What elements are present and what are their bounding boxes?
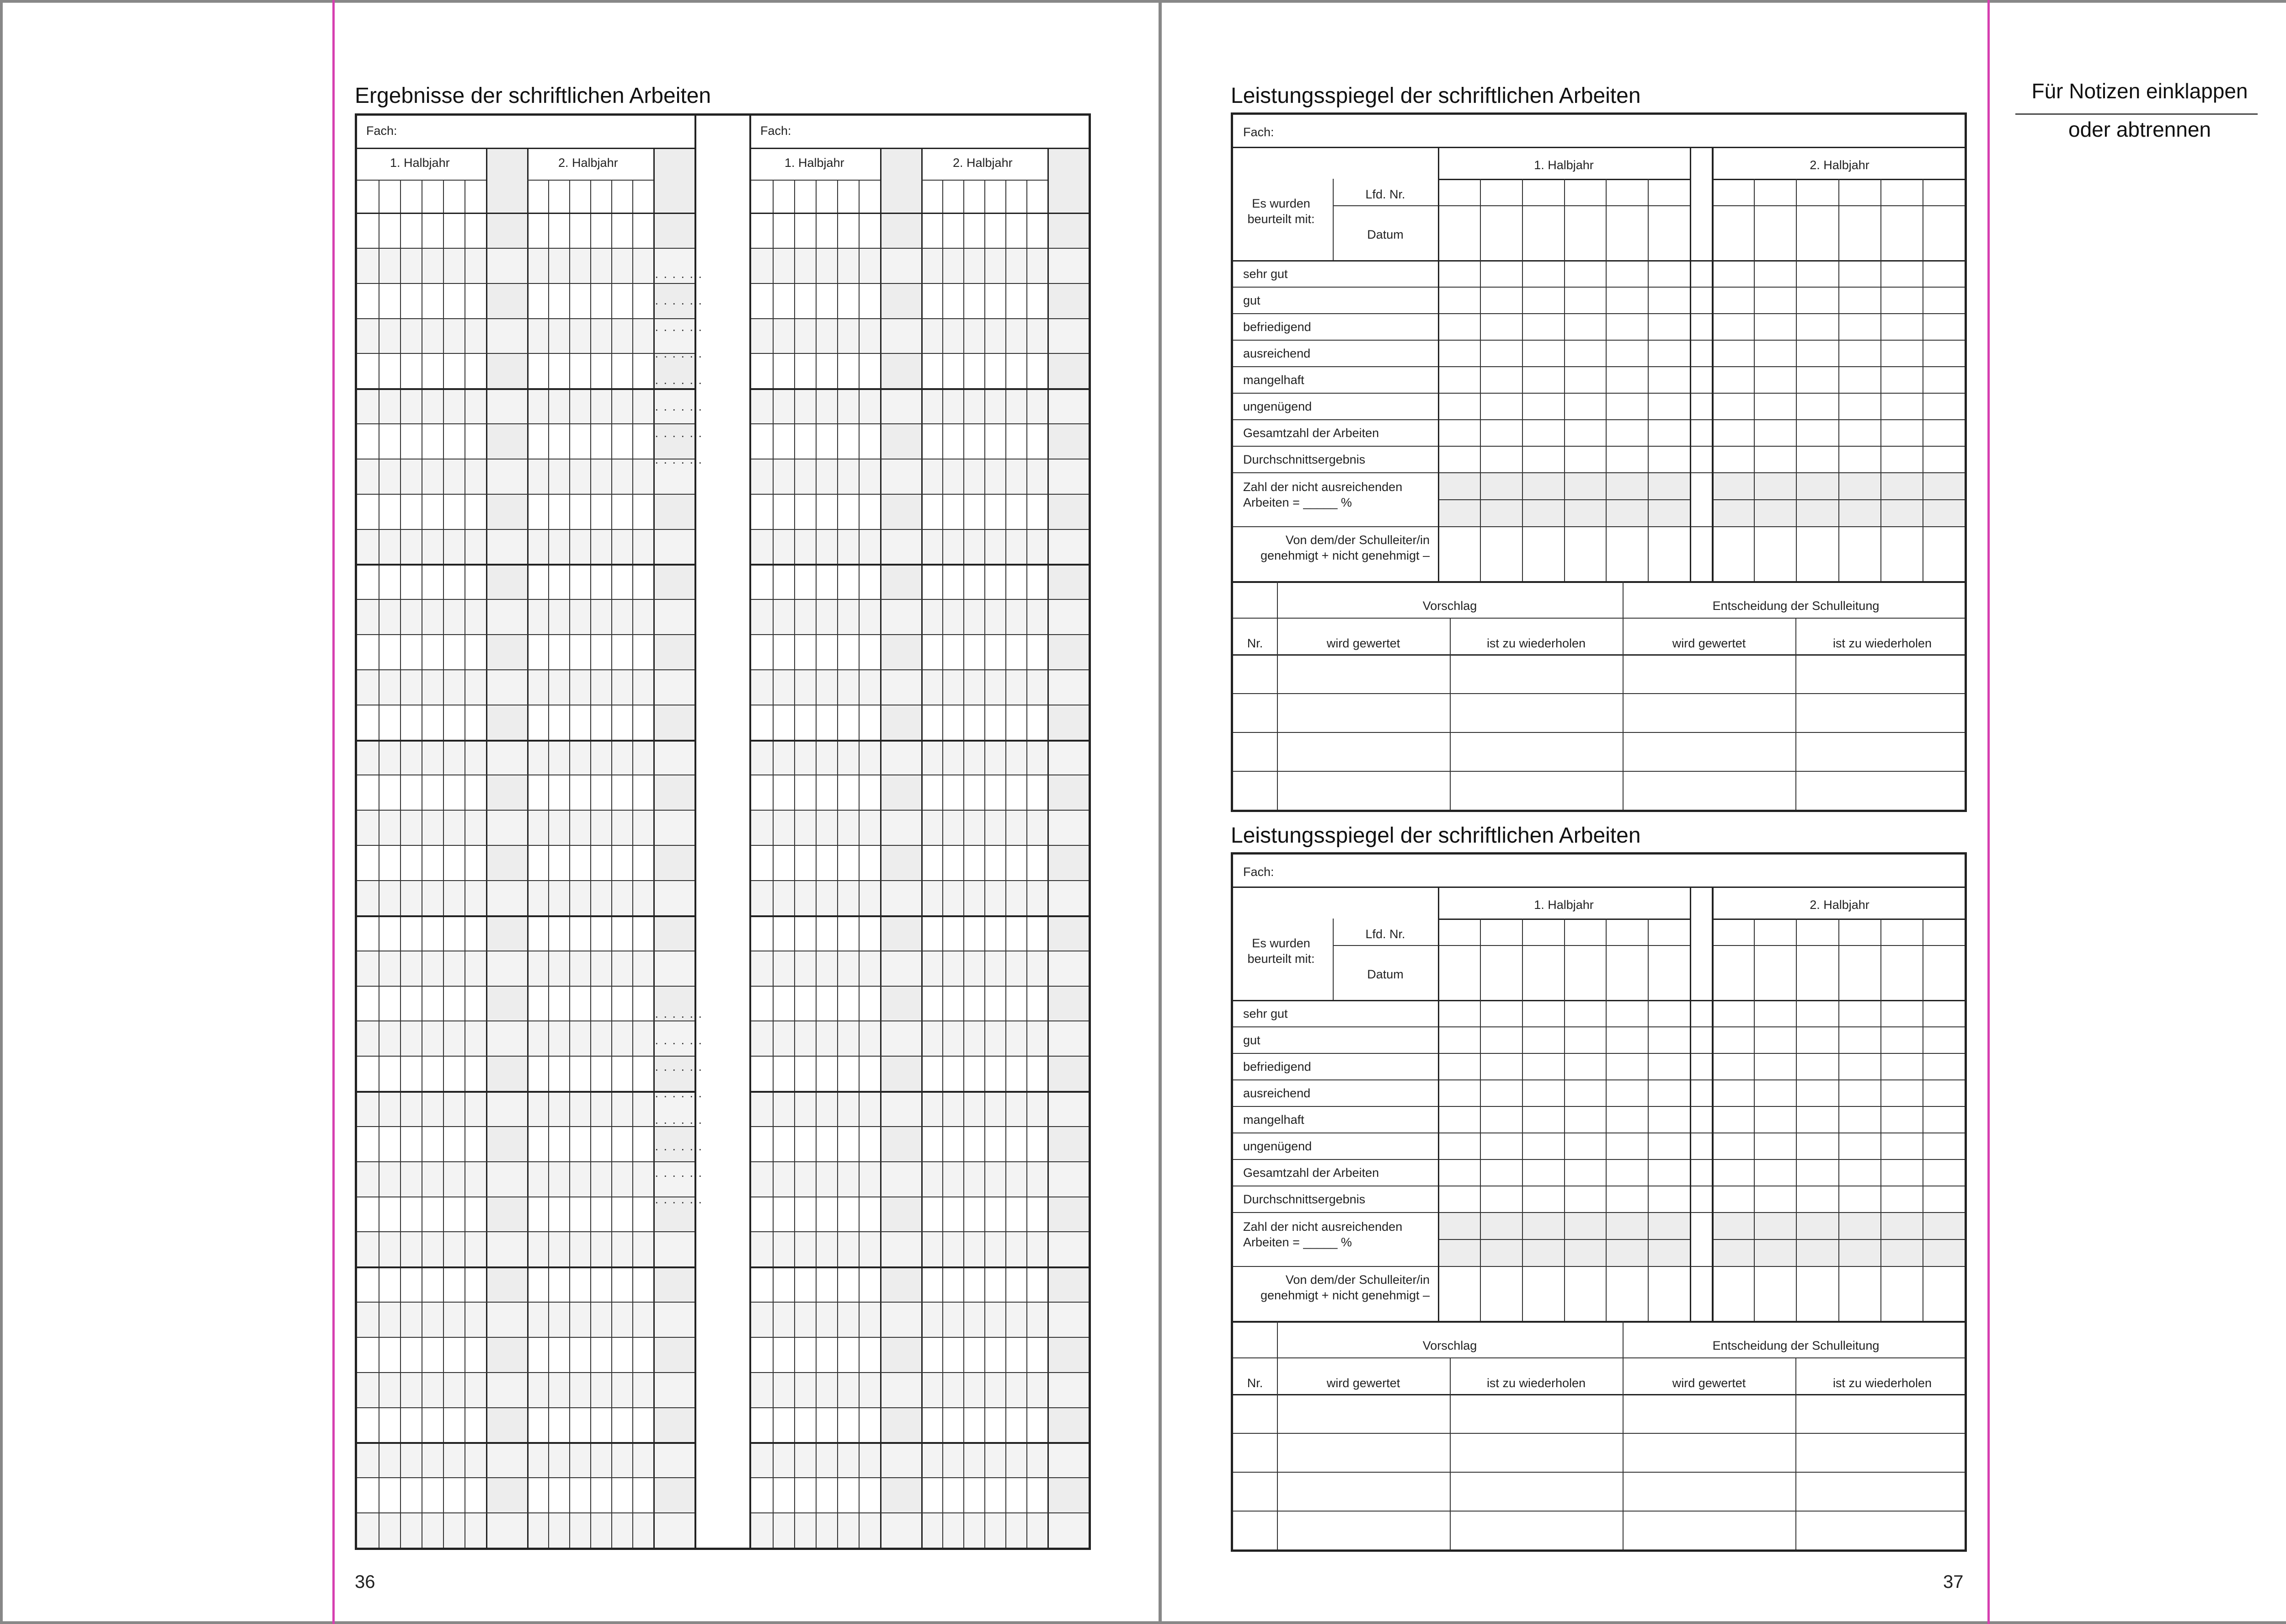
form-line — [1838, 179, 1839, 581]
form-line — [1712, 147, 1714, 581]
grid-col-line — [773, 180, 774, 1548]
grid-row-line — [751, 494, 1089, 495]
header-line — [357, 213, 694, 214]
grid-row-line — [357, 1512, 694, 1513]
shaded-row — [357, 1161, 694, 1197]
shaded-row — [751, 1091, 1089, 1126]
shaded-row — [357, 1091, 694, 1126]
grid-row-line — [357, 423, 694, 424]
form1-beurteilt-label: Es wurden beurteilt mit: — [1247, 197, 1315, 226]
grid-row-line — [751, 599, 1089, 600]
grade-row-leader: . . . . . . — [655, 1086, 703, 1100]
grade-row-leader: . . . . . . — [655, 1166, 703, 1180]
grid-row-line — [751, 915, 1089, 917]
form-line — [1233, 1433, 1965, 1434]
grid-row-line — [357, 529, 694, 530]
grid-row-line — [357, 1056, 694, 1057]
form2-datum-label: Datum — [1367, 967, 1404, 981]
grid-row-line — [357, 599, 694, 600]
form-line — [1233, 1321, 1965, 1323]
grid-row-line — [751, 283, 1089, 284]
leistungsspiegel-form-2 — [655, 852, 1967, 1552]
left-page-title: Ergebnisse der schriftlichen Arbeiten — [355, 84, 711, 108]
header-line — [751, 180, 880, 181]
grid-row-line — [751, 1512, 1089, 1513]
grid-row-line — [357, 248, 694, 249]
grid-row-line — [751, 1056, 1089, 1057]
grid-row-line — [751, 1126, 1089, 1127]
shaded-row — [751, 1231, 1089, 1266]
grid-col-line — [611, 180, 612, 1548]
form-line — [1690, 147, 1691, 581]
shaded-row — [357, 1512, 694, 1548]
form1-vorschlag-gewertet-label: wird gewertet — [1326, 636, 1400, 650]
halbjahr2-label-right: 2. Halbjahr — [953, 156, 1013, 170]
grid-row-line — [357, 1302, 694, 1303]
form-line — [1648, 179, 1649, 581]
form-line — [1233, 366, 1965, 367]
grid-row-line — [357, 915, 694, 917]
grid-row-line — [357, 1020, 694, 1021]
grid-row-line — [751, 1020, 1089, 1021]
grade-row-leader: . . . . . . — [655, 1192, 703, 1206]
form-line — [1233, 1159, 1965, 1160]
form-line — [1233, 581, 1965, 583]
shaded-row — [751, 951, 1089, 986]
notes-fold-line — [1987, 0, 1990, 1624]
grade-row-leader: . . . . . . — [655, 1139, 703, 1153]
shaded-row — [751, 810, 1089, 845]
results-grid-layer — [357, 116, 1089, 1548]
fach-label-left: Fach: — [366, 124, 397, 138]
form-line — [1233, 393, 1965, 394]
form1-vorschlag-label: Vorschlag — [1422, 599, 1477, 613]
form1-schulleiter-label: Von dem/der Schulleiter/in genehmigt + nicht genehmigt – — [1261, 533, 1430, 562]
grid-col-line — [984, 180, 985, 1548]
grid-row-line — [357, 494, 694, 495]
form-line — [1233, 732, 1965, 733]
shaded-row — [751, 1020, 1089, 1056]
grid-row-line — [357, 986, 694, 987]
grade-row-label: befriedigend — [1243, 320, 1311, 334]
form1-vorschlag-wiederholen-label: ist zu wiederholen — [1486, 636, 1586, 650]
form-line — [1233, 1106, 1965, 1107]
form1-entscheidung-label: Entscheidung der Schulleitung — [1712, 599, 1880, 613]
shaded-row — [357, 880, 694, 915]
grid-row-line — [357, 1372, 694, 1373]
grid-row-line — [751, 1302, 1089, 1303]
leistungsspiegel-form-1 — [655, 112, 1967, 812]
grade-row-label: Gesamtzahl der Arbeiten — [1243, 426, 1379, 440]
form-line — [1438, 887, 1439, 1321]
form-line — [1233, 618, 1965, 619]
shaded-row — [751, 248, 1089, 283]
form-line — [1233, 1357, 1965, 1358]
grid-row-line — [751, 564, 1089, 566]
grade-row-leader: . . . . . . — [655, 1033, 703, 1047]
halbjahr1-label-right: 1. Halbjahr — [785, 156, 844, 170]
grade-row-label: mangelhaft — [1243, 373, 1304, 387]
grid-row-line — [751, 845, 1089, 846]
form2-halbjahr1-label: 1. Halbjahr — [1534, 898, 1594, 912]
grid-row-line — [751, 529, 1089, 530]
header-line — [527, 180, 653, 181]
grid-row-line — [357, 318, 694, 319]
grade-row-leader: . . . . . . — [655, 320, 703, 334]
form2-nicht-ausreichend-label: Zahl der nicht ausreichenden Arbeiten = _____ % — [1243, 1220, 1403, 1249]
grid-row-line — [751, 353, 1089, 354]
grade-row-label: ungenügend — [1243, 1139, 1312, 1153]
shaded-row — [357, 740, 694, 775]
form-line — [1606, 919, 1607, 1321]
shaded-row — [357, 459, 694, 494]
shaded-row — [751, 388, 1089, 423]
form2-schulleiter-label: Von dem/der Schulleiter/in genehmigt + nicht genehmigt – — [1261, 1273, 1430, 1302]
form1-entscheidung-wiederholen-label: ist zu wiederholen — [1832, 636, 1932, 650]
grade-row-leader: . . . . . . — [655, 1060, 703, 1074]
shaded-row — [751, 1161, 1089, 1197]
grade-row-label: ausreichend — [1243, 1086, 1311, 1100]
form2-entscheidung-gewertet-label: wird gewertet — [1672, 1376, 1746, 1390]
form1-nicht-ausreichend-label: Zahl der nicht ausreichenden Arbeiten = _____ % — [1243, 480, 1403, 509]
form-line — [1233, 526, 1965, 527]
form-line — [1712, 887, 1714, 1321]
grid-row-line — [357, 1477, 694, 1478]
grade-row-label: ungenügend — [1243, 400, 1312, 413]
form-line — [1277, 581, 1278, 810]
form-line — [1233, 419, 1965, 420]
grid-row-line — [357, 1442, 694, 1444]
form2-halbjahr2-label: 2. Halbjahr — [1810, 898, 1869, 912]
grade-row-leader: . . . . . . — [655, 426, 703, 440]
grid-col-line — [1026, 180, 1027, 1548]
form-line — [1796, 919, 1797, 1321]
form2-entscheidung-label: Entscheidung der Schulleitung — [1712, 1339, 1880, 1352]
halbjahr1-label-left: 1. Halbjahr — [390, 156, 450, 170]
grade-row-label: Durchschnittsergebnis — [1243, 1192, 1366, 1206]
results-grid-sheet — [355, 113, 1091, 1550]
form-line — [1648, 919, 1649, 1321]
grid-row-line — [357, 810, 694, 811]
shaded-row — [751, 1442, 1089, 1477]
grid-row-line — [751, 740, 1089, 742]
grade-row-label: mangelhaft — [1243, 1113, 1304, 1127]
form-line — [1564, 919, 1565, 1321]
form-line — [1880, 919, 1881, 1321]
form-line — [1838, 919, 1839, 1321]
form-line — [1233, 654, 1965, 656]
grid-row-line — [751, 1442, 1089, 1444]
grade-row-label: sehr gut — [1243, 267, 1288, 281]
grid-row-line — [357, 564, 694, 566]
form1-fach-label: Fach: — [1243, 125, 1274, 139]
grid-row-line — [751, 1231, 1089, 1232]
form-line — [1754, 919, 1755, 1321]
grid-col-line — [1005, 180, 1006, 1548]
grid-row-line — [357, 1337, 694, 1338]
form2-vorschlag-wiederholen-label: ist zu wiederholen — [1486, 1376, 1586, 1390]
grid-row-line — [751, 1407, 1089, 1408]
shaded-row — [357, 388, 694, 423]
shaded-row — [357, 1442, 694, 1477]
grid-row-line — [357, 388, 694, 390]
form-line — [1233, 1000, 1965, 1001]
grade-row-leader: . . . . . . — [655, 453, 703, 466]
shaded-row — [357, 669, 694, 705]
grade-row-leader: . . . . . . — [655, 400, 703, 413]
grid-row-line — [357, 845, 694, 846]
form-line — [1233, 887, 1965, 888]
grid-row-line — [751, 1161, 1089, 1162]
grid-row-line — [357, 1266, 694, 1268]
form-line — [1277, 1321, 1278, 1549]
page-number-left: 36 — [355, 1572, 375, 1592]
shaded-row — [357, 1372, 694, 1407]
form-line — [1233, 446, 1965, 447]
grid-row-line — [751, 1372, 1089, 1373]
form2-fach-label: Fach: — [1243, 865, 1274, 879]
grid-row-line — [357, 1407, 694, 1408]
grid-row-line — [751, 1477, 1089, 1478]
form-line — [1754, 179, 1755, 581]
shaded-row — [357, 1231, 694, 1266]
grid-row-line — [751, 669, 1089, 670]
grade-row-leader: . . . . . . — [655, 347, 703, 360]
grade-row-label: Gesamtzahl der Arbeiten — [1243, 1166, 1379, 1180]
form-line — [1233, 693, 1965, 694]
fach-label-right: Fach: — [760, 124, 791, 138]
header-line — [357, 180, 486, 181]
notes-line-2: oder abtrennen — [2068, 118, 2211, 141]
grid-row-line — [751, 880, 1089, 881]
grade-row-label: sehr gut — [1243, 1007, 1288, 1020]
grid-col-line — [632, 180, 633, 1548]
shaded-row — [751, 318, 1089, 353]
form2-vorschlag-label: Vorschlag — [1422, 1339, 1477, 1352]
grid-col-line — [569, 180, 570, 1548]
grade-row-leader: . . . . . . — [655, 294, 703, 307]
form1-title: Leistungsspiegel der schriftlichen Arbeiten — [1231, 84, 1641, 108]
grid-row-line — [357, 353, 694, 354]
grid-col-line — [590, 180, 591, 1548]
grade-row-label: befriedigend — [1243, 1060, 1311, 1074]
grade-row-label: Durchschnittsergebnis — [1243, 453, 1366, 466]
shaded-row — [357, 810, 694, 845]
grade-row-leader: . . . . . . — [655, 267, 703, 281]
grid-row-line — [357, 634, 694, 635]
grid-col-line — [794, 180, 795, 1548]
grid-row-line — [357, 1161, 694, 1162]
form-line — [1623, 581, 1624, 810]
form-line — [1233, 1053, 1965, 1054]
form-line — [1522, 179, 1523, 581]
form-line — [1690, 887, 1691, 1321]
form1-halbjahr2-label: 2. Halbjahr — [1810, 158, 1869, 172]
form2-entscheidung-wiederholen-label: ist zu wiederholen — [1832, 1376, 1932, 1390]
form2-beurteilt-label: Es wurden beurteilt mit: — [1247, 936, 1315, 966]
shaded-row — [751, 599, 1089, 634]
form-line — [1233, 472, 1965, 473]
form-line — [1438, 147, 1439, 581]
form2-vorschlag-gewertet-label: wird gewertet — [1326, 1376, 1400, 1390]
grid-col-line — [400, 180, 401, 1548]
grade-row-label: gut — [1243, 294, 1261, 307]
grade-row-label: ausreichend — [1243, 347, 1311, 360]
form-line — [1233, 1026, 1965, 1027]
form-line — [1333, 205, 1438, 206]
form-line — [1233, 287, 1965, 288]
shaded-row — [357, 248, 694, 283]
form-line — [1606, 179, 1607, 581]
header-line — [751, 213, 1089, 214]
grid-row-line — [751, 986, 1089, 987]
form-line — [1480, 179, 1481, 581]
grid-row-line — [357, 283, 694, 284]
form1-nr-label: Nr. — [1247, 636, 1263, 650]
form-line — [1480, 919, 1481, 1321]
grid-col-line — [837, 180, 838, 1548]
shaded-row — [357, 1302, 694, 1337]
grid-row-line — [751, 248, 1089, 249]
grid-row-line — [357, 1126, 694, 1127]
form-line — [1564, 179, 1565, 581]
form-line — [1233, 1266, 1965, 1267]
shaded-row — [751, 459, 1089, 494]
grid-col-line — [859, 180, 860, 1548]
gap-line — [749, 116, 751, 1548]
grid-col-line — [963, 180, 964, 1548]
shaded-row — [751, 1372, 1089, 1407]
grid-row-line — [751, 423, 1089, 424]
header-line — [921, 180, 1047, 181]
grid-col-line — [816, 180, 817, 1548]
form1-lfd-nr-label: Lfd. Nr. — [1365, 187, 1405, 201]
grade-row-leader: . . . . . . — [655, 373, 703, 387]
form-line — [1233, 771, 1965, 772]
grade-row-label: gut — [1243, 1033, 1261, 1047]
grade-row-leader: . . . . . . — [655, 1113, 703, 1127]
form2-nr-label: Nr. — [1247, 1376, 1263, 1390]
grid-row-line — [751, 1337, 1089, 1338]
shaded-row — [751, 740, 1089, 775]
grid-col-line — [942, 180, 943, 1548]
shaded-row — [357, 529, 694, 564]
grid-section-line — [1089, 148, 1090, 1548]
grid-row-line — [357, 880, 694, 881]
grid-row-line — [751, 634, 1089, 635]
form1-halbjahr1-label: 1. Halbjahr — [1534, 158, 1594, 172]
form-line — [1880, 179, 1881, 581]
shaded-row — [751, 1302, 1089, 1337]
form-line — [1333, 945, 1438, 946]
notes-divider — [2015, 113, 2258, 115]
form-line — [1233, 1079, 1965, 1080]
shaded-row — [751, 529, 1089, 564]
shaded-row — [357, 1020, 694, 1056]
form-line — [1233, 1394, 1965, 1395]
grid-row-line — [357, 669, 694, 670]
form2-title: Leistungsspiegel der schriftlichen Arbeiten — [1231, 823, 1641, 848]
grid-row-line — [751, 388, 1089, 390]
form-line — [1623, 1321, 1624, 1549]
form1-datum-label: Datum — [1367, 228, 1404, 241]
grid-col-line — [548, 180, 549, 1548]
form-line — [1233, 260, 1965, 262]
form-line — [1233, 1212, 1965, 1213]
shaded-row — [751, 1512, 1089, 1548]
header-line — [751, 148, 1089, 149]
shaded-row — [357, 599, 694, 634]
grid-row-line — [357, 1091, 694, 1093]
form-line — [1233, 1511, 1965, 1512]
form-line — [1233, 313, 1965, 314]
form1-entscheidung-gewertet-label: wird gewertet — [1672, 636, 1746, 650]
page-number-right: 37 — [1943, 1572, 1964, 1592]
grid-row-line — [751, 1091, 1089, 1093]
form-line — [1233, 1472, 1965, 1473]
gap-fill — [696, 116, 749, 1548]
grade-row-leader: . . . . . . — [655, 1007, 703, 1020]
form-line — [1233, 340, 1965, 341]
notes-line-1: Für Notizen einklappen — [2031, 79, 2248, 103]
grid-row-line — [751, 810, 1089, 811]
shaded-row — [357, 951, 694, 986]
grid-row-line — [751, 318, 1089, 319]
grid-row-line — [357, 1231, 694, 1232]
grid-row-line — [751, 1266, 1089, 1268]
shaded-row — [751, 669, 1089, 705]
halbjahr2-label-left: 2. Halbjahr — [558, 156, 618, 170]
shaded-row — [357, 318, 694, 353]
form-line — [1522, 919, 1523, 1321]
grid-row-line — [357, 740, 694, 742]
form-line — [1796, 179, 1797, 581]
form2-lfd-nr-label: Lfd. Nr. — [1365, 927, 1405, 941]
form-line — [1233, 147, 1965, 148]
left-margin-line — [332, 0, 335, 1624]
header-line — [357, 148, 694, 149]
shaded-row — [751, 880, 1089, 915]
grid-col-line — [443, 180, 444, 1548]
